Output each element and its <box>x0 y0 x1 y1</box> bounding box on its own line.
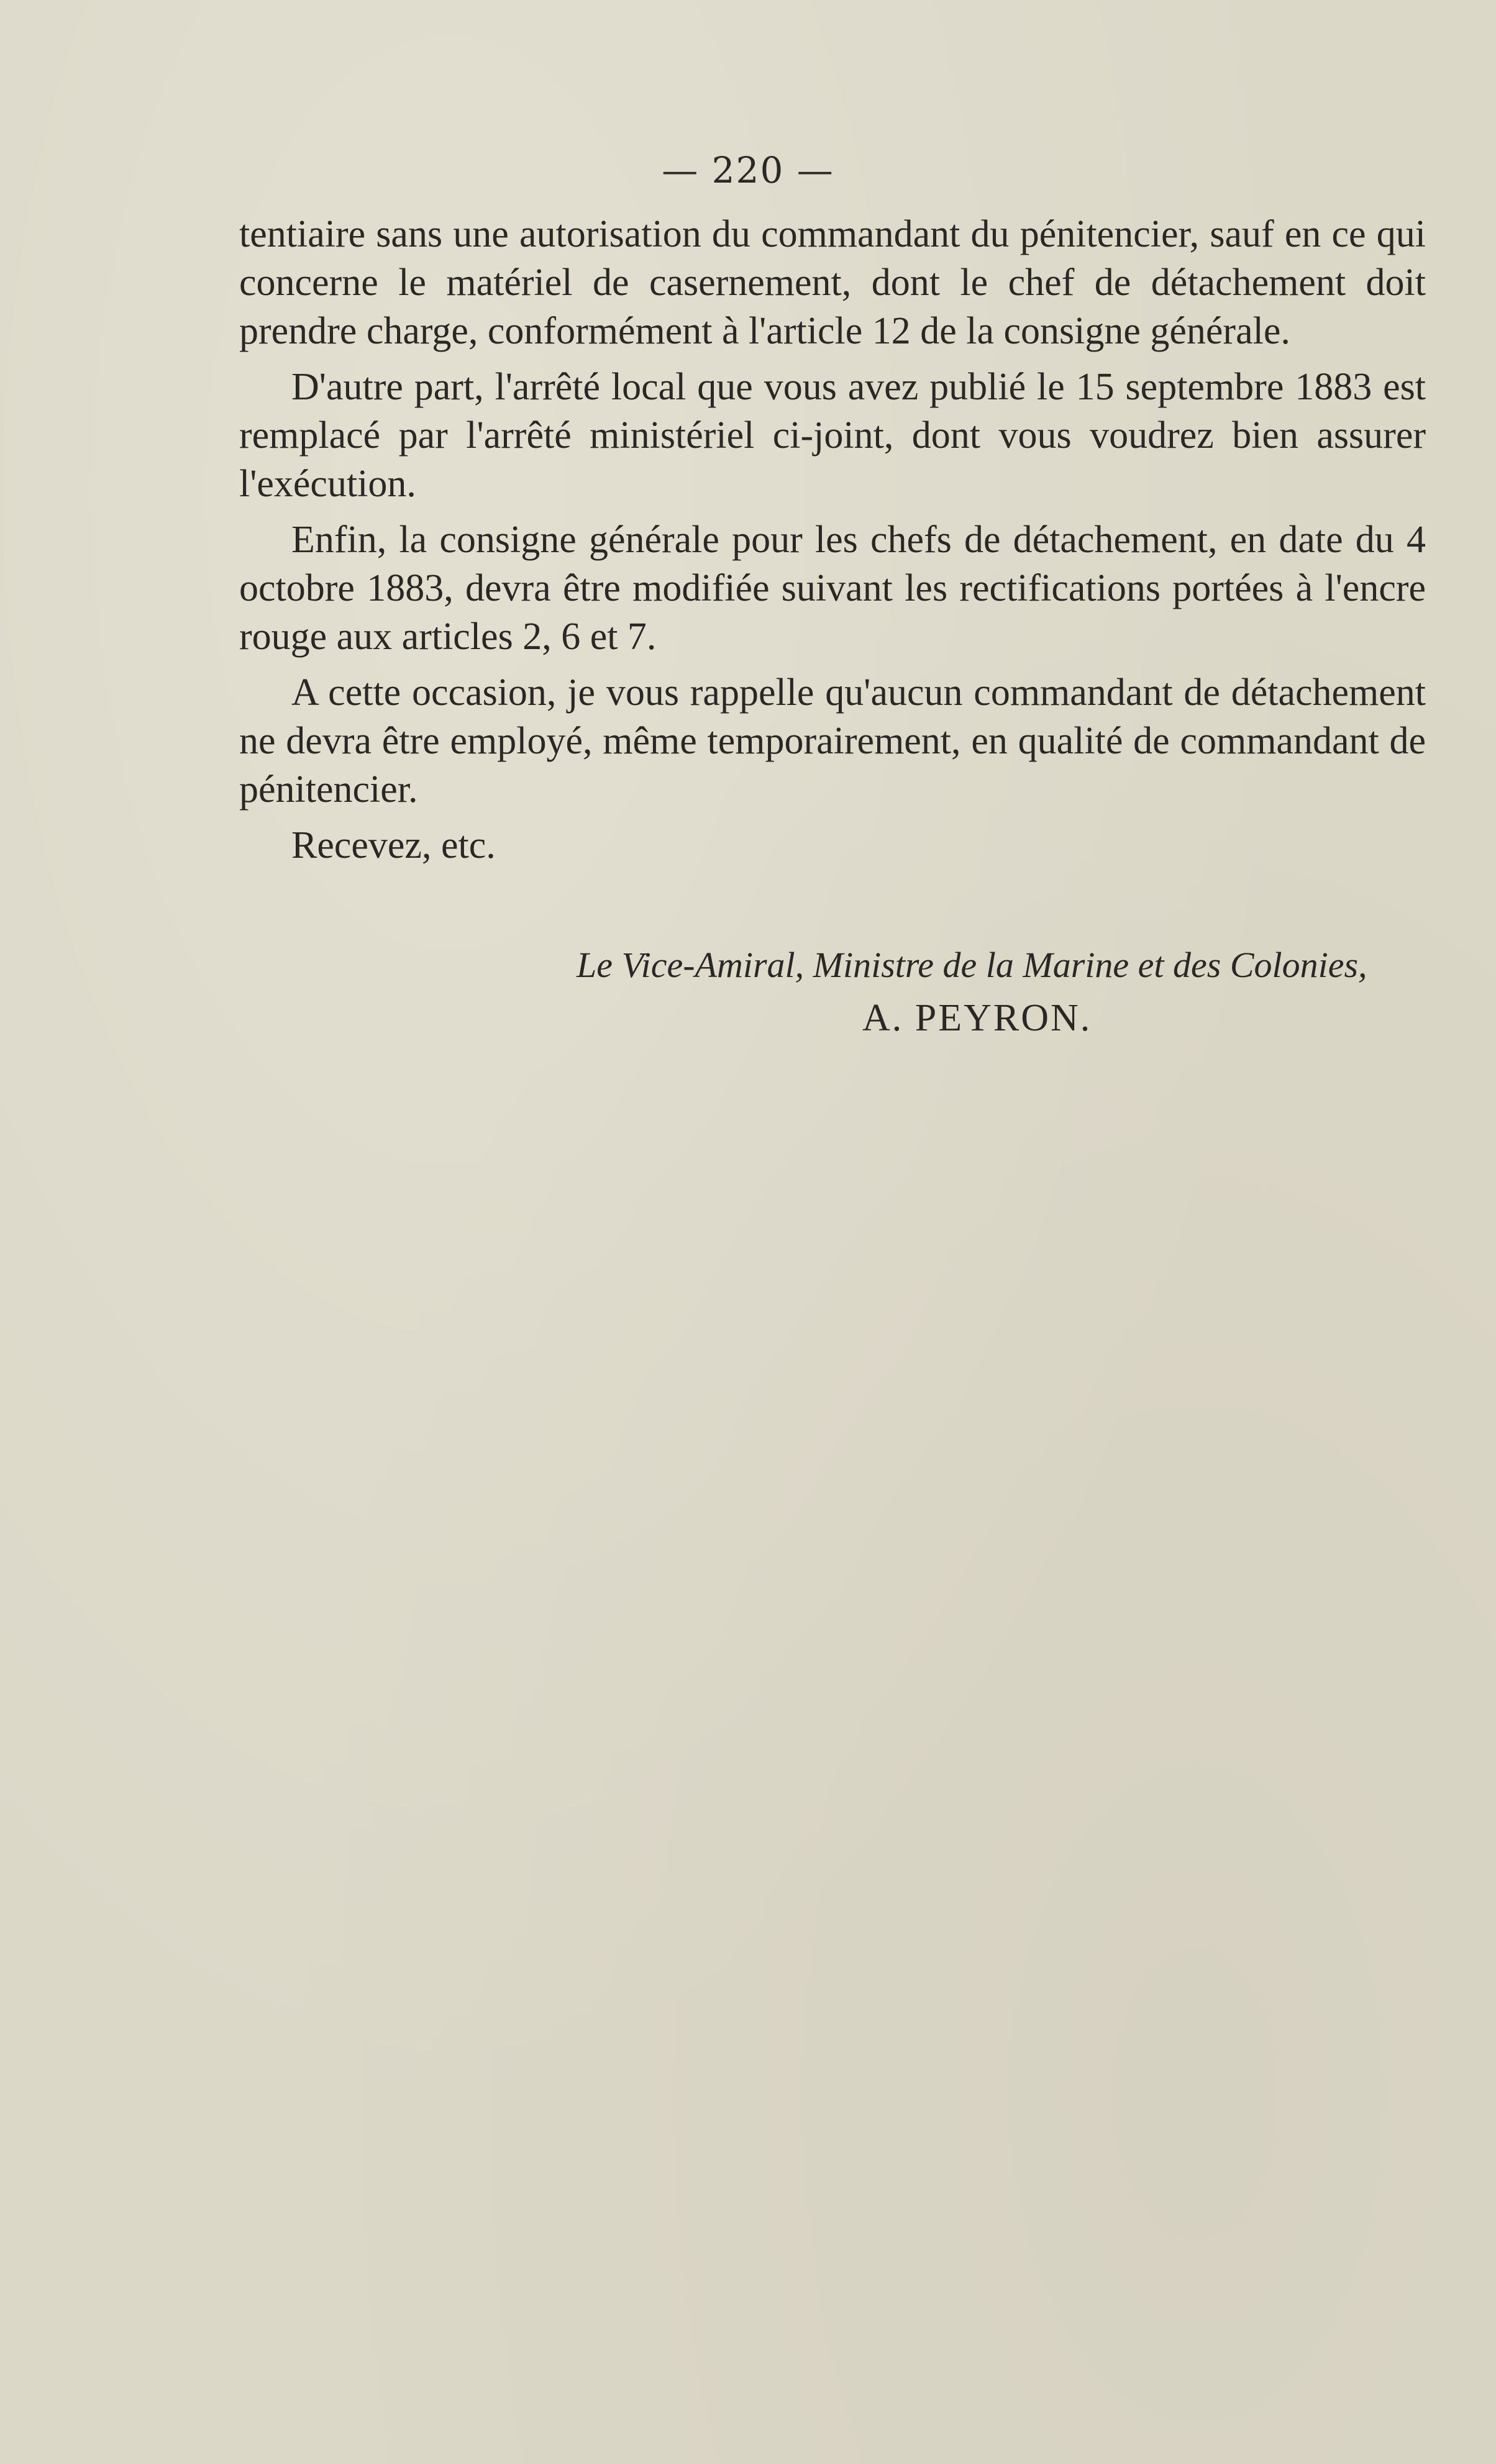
page-number: — 220 — <box>662 149 834 191</box>
signature-title: Le Vice-Amiral, Ministre de la Marine et des Colonies, <box>577 945 1367 985</box>
paragraph-5: Recevez, etc. <box>291 824 496 866</box>
paragraph-2: D'autre part, l'arrêté local que vous avez publié le 15 septembre 1883 est remplacé par l'arrêté ministériel ci-joint, dont vous voudrez bien assurer l'exécution. <box>239 366 1426 505</box>
signature-name: A. PEYRON. <box>862 997 1092 1039</box>
paragraph-1: tentiaire sans une autorisation du commandant du pénitencier, sauf en ce qui concerne le matériel de casernement, dont le chef de détachement doit prendre charge, conformément à l'article 12 de la consigne générale. <box>239 213 1426 352</box>
paragraph-4: A cette occasion, je vous rappelle qu'aucun commandant de détachement ne devra être employé, même temporairement, en qualité de commandant de pénitencier. <box>239 671 1426 811</box>
paragraph-3: Enfin, la consigne générale pour les chefs de détachement, en date du 4 octobre 1883, devra être modifiée suivant les rectifications portées à l'encre rouge aux articles 2, 6 et 7. <box>239 519 1426 658</box>
body-text <box>239 210 1426 877</box>
